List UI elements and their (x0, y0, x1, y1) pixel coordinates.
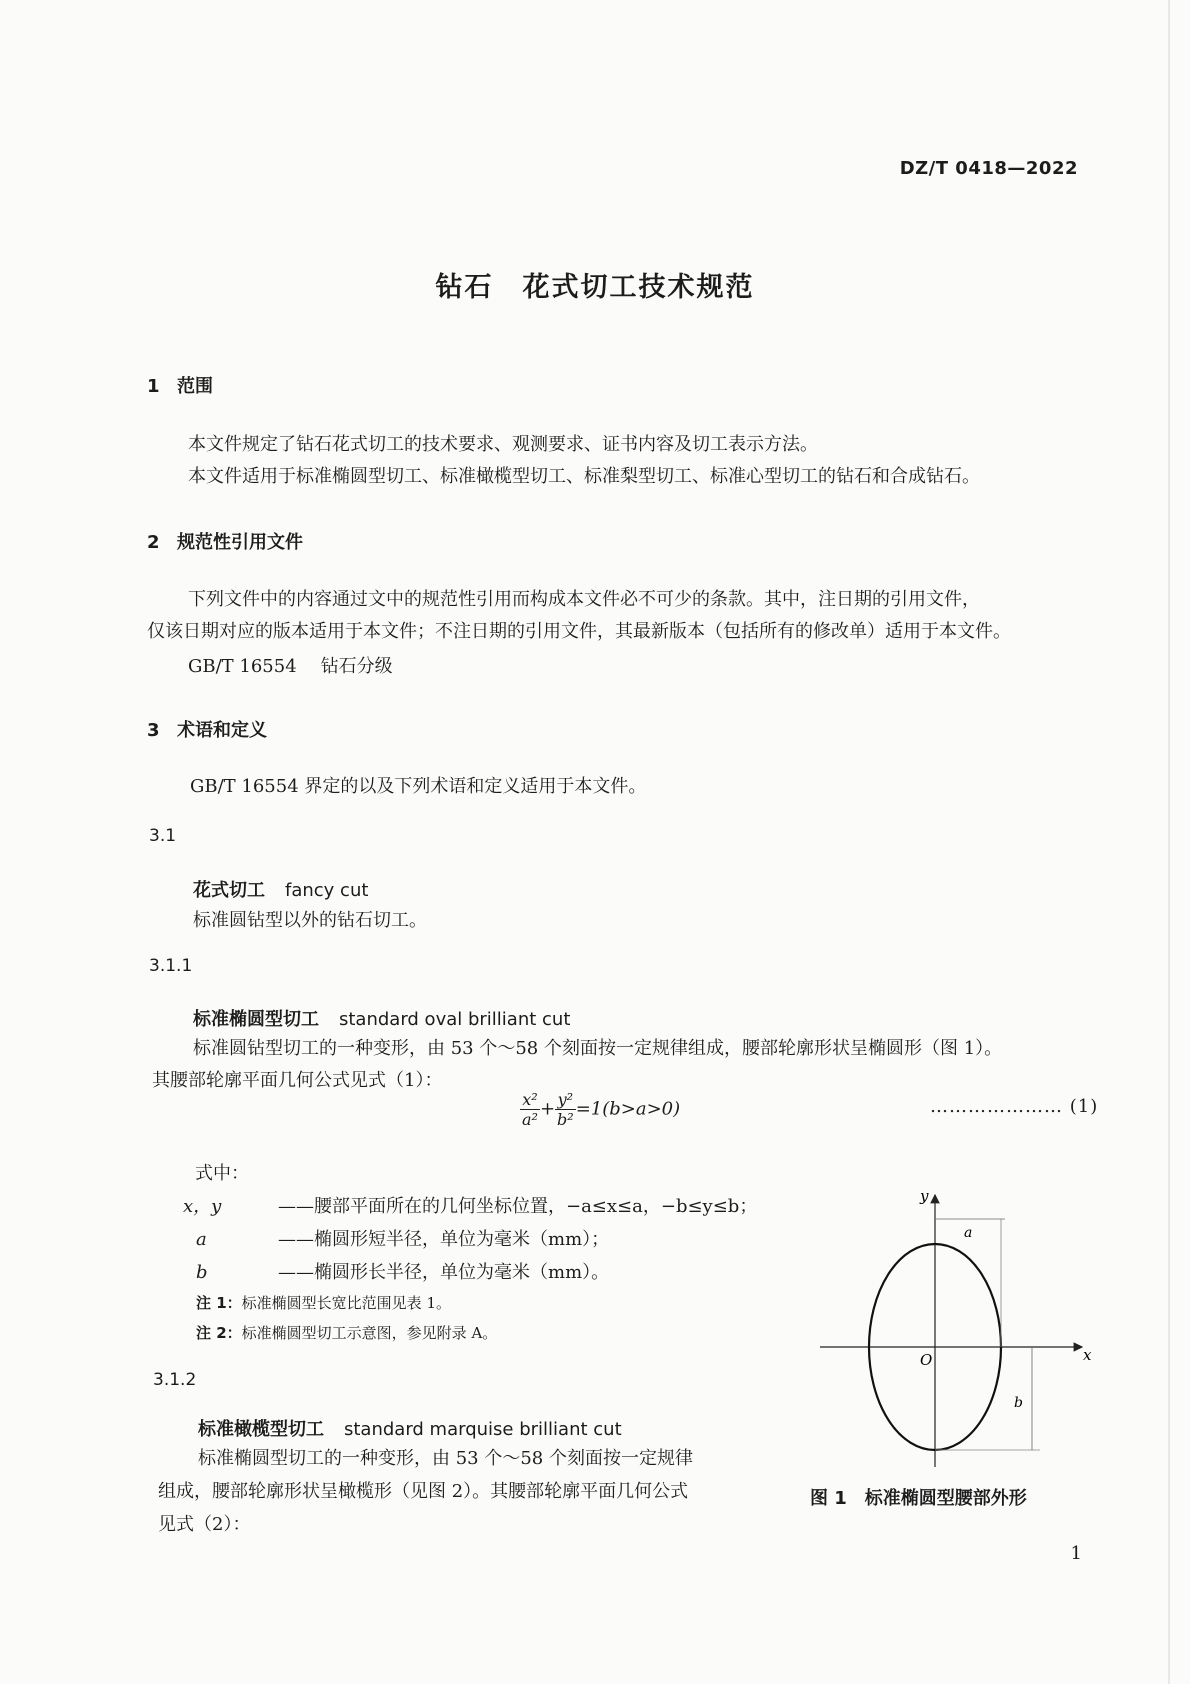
section-number: 2 (147, 532, 160, 553)
variable-description: ——腰部平面所在的几何坐标位置，−a≤x≤a，−b≤y≤b； (278, 1196, 758, 1217)
variable-description: ——椭圆形长半径，单位为毫米（mm）。 (278, 1262, 610, 1283)
denominator: b² (557, 1110, 574, 1129)
term-heading (193, 1005, 570, 1031)
dimension-label-b: b (1014, 1395, 1023, 1411)
term-definition: 标准圆钻型以外的钻石切工。 (193, 910, 427, 931)
dimension-label-a: a (964, 1225, 973, 1241)
denominator: a² (522, 1110, 538, 1129)
page-edge-rule (1168, 0, 1170, 1684)
document-title: 钻石 花式切工技术规范 (435, 272, 755, 303)
x-axis-label: x (1083, 1346, 1092, 1364)
figure-caption: 图 1 标准椭圆型腰部外形 (810, 1488, 1027, 1509)
reference-code: GB/T 16554 (188, 656, 297, 677)
variable: b (196, 1262, 208, 1283)
paragraph: 本文件适用于标准椭圆型切工、标准橄榄型切工、标准梨型切工、标准心型切工的钻石和合成钻石。 (188, 466, 980, 487)
term-number: 3.1 (149, 826, 177, 846)
term-definition: 其腰部轮廓平面几何公式见式（1）： (152, 1070, 443, 1091)
note-text: 标准椭圆型切工示意图，参见附录 A。 (241, 1324, 498, 1342)
paragraph: 下列文件中的内容通过文中的规范性引用而构成本文件必不可少的条款。其中，注日期的引用文件， (188, 589, 980, 610)
section-number: 1 (147, 376, 160, 397)
term-zh: 标准椭圆型切工 (193, 1009, 319, 1030)
figure-1-ellipse-diagram (800, 1185, 1100, 1475)
paragraph: 本文件规定了钻石花式切工的技术要求、观测要求、证书内容及切工表示方法。 (188, 434, 818, 455)
formula-1: $\frac{\text{x²}}{\text{a²}}$ + $\frac{\text{y²}}{\text{b²}}$ =1(b>a>0) (522, 1090, 681, 1129)
term-heading (193, 876, 368, 902)
note-1 (196, 1292, 451, 1313)
note-text: 标准椭圆型长宽比范围见表 1。 (241, 1294, 451, 1312)
section-2-heading (147, 528, 303, 554)
section-1-heading (147, 372, 213, 398)
formula-rhs: =1(b>a>0) (575, 1098, 681, 1120)
term-definition: 见式（2）： (158, 1514, 251, 1535)
variable: x，y (183, 1196, 222, 1217)
paragraph: 仅该日期对应的版本适用于本文件；不注日期的引用文件，其最新版本（包括所有的修改单）适用于本文件。 (147, 621, 1011, 642)
term-en: fancy cut (285, 880, 369, 901)
document-number: DZ/T 0418—2022 (899, 158, 1078, 179)
note-label: 注 2： (196, 1324, 242, 1342)
variable-description: ——椭圆形短半径，单位为毫米（mm）； (278, 1229, 610, 1250)
term-definition: 标准椭圆型切工的一种变形，由 53 个～58 个刻面按一定规律 (198, 1448, 693, 1469)
section-title: 术语和定义 (177, 720, 267, 741)
where-row (196, 1256, 609, 1290)
page-number: 1 (1070, 1543, 1082, 1564)
paragraph: GB/T 16554 界定的以及下列术语和定义适用于本文件。 (190, 776, 647, 797)
fraction-x (520, 1090, 540, 1129)
term-definition: 组成，腰部轮廓形状呈橄榄形（见图 2）。其腰部轮廓平面几何公式 (158, 1481, 689, 1502)
section-3-heading (147, 716, 267, 742)
where-row (196, 1223, 609, 1257)
term-number: 3.1.1 (149, 956, 193, 976)
reference-title: 钻石分级 (320, 656, 393, 677)
term-zh: 花式切工 (193, 880, 265, 901)
numerator: y² (555, 1090, 576, 1110)
term-zh: 标准橄榄型切工 (198, 1419, 324, 1440)
origin-label: O (920, 1351, 933, 1369)
section-title: 规范性引用文件 (177, 532, 303, 553)
numerator: x² (520, 1090, 540, 1110)
term-en: standard oval brilliant cut (339, 1009, 571, 1030)
section-number: 3 (147, 720, 160, 741)
equation-number: ………………… (1) (930, 1096, 1099, 1117)
term-en: standard marquise brilliant cut (344, 1419, 622, 1440)
normative-reference (188, 650, 393, 684)
note-2 (196, 1322, 497, 1343)
where-label: 式中： (195, 1163, 249, 1184)
term-definition: 标准圆钻型切工的一种变形，由 53 个～58 个刻面按一定规律组成，腰部轮廓形状呈椭圆形（图 1）。 (193, 1038, 1003, 1059)
section-title: 范围 (177, 376, 213, 397)
y-axis-label: y (920, 1187, 929, 1205)
where-row (183, 1190, 757, 1224)
note-label: 注 1： (196, 1294, 242, 1312)
term-number: 3.1.2 (153, 1370, 197, 1390)
term-heading (198, 1415, 622, 1441)
variable: a (196, 1229, 207, 1250)
fraction-y (555, 1090, 576, 1129)
